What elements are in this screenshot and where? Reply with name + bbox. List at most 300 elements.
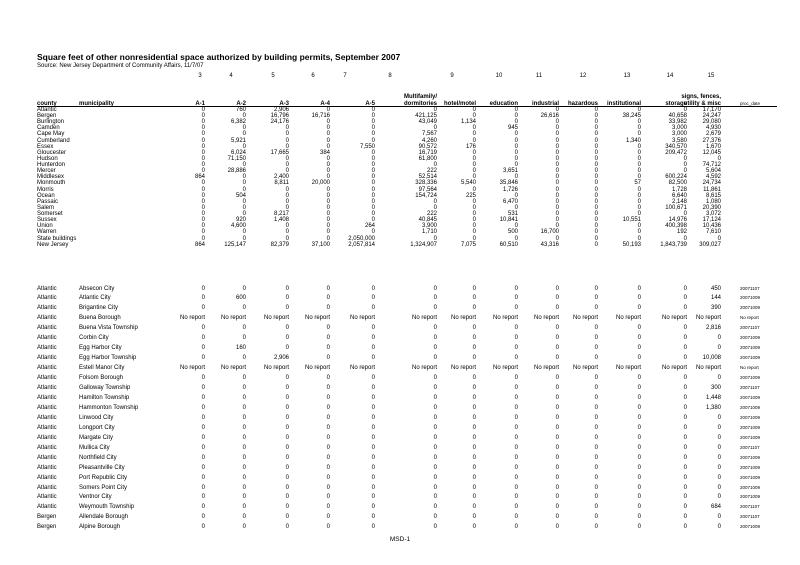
value-cell: 61,800 [418,155,437,162]
value-cell: 0 [637,162,641,169]
value-cell: 0 [472,174,476,181]
value-cell: 0 [555,137,559,144]
county-name: Mercer [37,168,56,175]
value-cell: 0 [594,385,598,391]
municipality-name: Egg Harbor Township [79,355,137,362]
column-number: 10 [495,73,503,79]
header-hotel: hotel/motel [443,100,476,107]
value-cell: 97,564 [418,186,437,193]
value-cell: 0 [285,186,289,193]
value-cell: 17,170 [702,107,721,113]
value-cell: 0 [555,424,559,431]
value-cell: 7,610 [705,229,721,236]
value-cell: 0 [242,285,246,292]
value-cell: 0 [717,444,721,451]
proc-date-cell: 20071009 [740,335,761,341]
county-name: Middlesex [37,174,65,181]
value-cell: 0 [594,514,598,521]
value-cell: 7,550 [359,143,375,150]
header-municipality: municipality [79,100,115,107]
value-cell: 0 [637,119,641,126]
value-cell: 0 [472,155,476,162]
value-cell: 0 [433,524,437,531]
value-cell: 0 [514,524,518,531]
value-cell: 0 [683,345,687,352]
value-cell: 0 [637,168,641,175]
value-cell: 33,982 [668,119,687,126]
value-cell: 0 [285,514,289,521]
value-cell: 0 [285,454,289,461]
value-cell: 0 [242,186,246,193]
value-cell: 0 [594,325,598,332]
municipality-name: Somers Point City [79,484,128,491]
value-cell: 0 [472,229,476,236]
value-cell: 0 [371,295,375,302]
value-cell: 0 [637,149,641,156]
value-cell: 0 [683,325,687,332]
county-name: Atlantic [37,325,57,332]
value-cell: 0 [472,168,476,175]
value-cell: 0 [242,113,246,120]
value-cell: 0 [285,345,289,352]
value-cell: 7,075 [460,241,476,248]
value-cell: 160 [235,345,246,352]
value-cell: 0 [555,119,559,126]
value-cell: 90,572 [418,143,437,150]
value-cell: 6,382 [230,119,246,126]
value-cell: 0 [514,235,518,242]
proc-date-cell: 20071107 [740,444,760,450]
value-cell: 3,072 [705,211,721,218]
municipality-name: Longport City [79,424,115,431]
value-cell: 0 [371,285,375,292]
value-cell: 0 [683,424,687,431]
value-cell: 26,616 [540,113,559,120]
value-cell: 0 [433,107,437,113]
value-cell: 0 [594,149,598,156]
value-cell: 0 [717,345,721,352]
value-cell: 0 [594,229,598,236]
value-cell: 0 [326,125,330,132]
value-cell: 0 [637,514,641,521]
value-cell: 0 [285,434,289,441]
value-cell: 0 [371,174,375,181]
value-cell: 0 [285,394,289,401]
county-name: Atlantic [37,484,57,491]
value-cell: 0 [371,305,375,312]
value-cell: 0 [637,394,641,401]
value-cell: 0 [594,404,598,411]
county-name: Hunterdon [37,162,66,169]
value-cell: 0 [242,474,246,481]
value-cell: 0 [472,385,476,391]
value-cell: 0 [201,464,205,471]
proc-date-cell: 20071009 [740,295,761,301]
value-cell: 35,846 [499,180,518,187]
value-cell: 0 [285,162,289,169]
value-cell: 0 [594,494,598,501]
municipality-name: Buena Borough [79,315,121,322]
value-cell: 0 [637,305,641,312]
proc-date-cell: 20071107 [740,385,760,390]
value-cell: 0 [555,211,559,218]
value-cell: 0 [433,125,437,132]
value-cell: 0 [326,217,330,224]
value-cell: No report [533,315,559,322]
header-signs-line1: signs, fences, [681,94,721,100]
value-cell: 0 [683,394,687,401]
value-cell: 0 [637,229,641,236]
value-cell: No report [492,365,518,372]
value-cell: 0 [201,434,205,441]
value-cell: 0 [242,174,246,181]
county-name: Passaic [37,198,59,205]
value-cell: 57 [634,180,641,187]
header-a5: A-5 [365,100,375,107]
county-name: Union [37,223,53,230]
value-cell: 0 [201,414,205,421]
county-name: Atlantic [37,414,57,421]
column-number: 11 [535,73,543,79]
county-name: Atlantic [37,107,57,113]
value-cell: 28,886 [227,168,246,175]
value-cell: 0 [285,235,289,242]
value-cell: 0 [637,414,641,421]
value-cell: No report [695,365,721,372]
value-cell: 0 [555,514,559,521]
column-number-row [0,73,800,81]
proc-date-cell: 20071009 [740,414,761,420]
value-cell: 0 [472,285,476,292]
value-cell: 0 [326,345,330,352]
value-cell: 0 [594,345,598,352]
value-cell: 4,592 [705,174,721,181]
value-cell: 71,150 [227,155,246,162]
header-storage: storage [665,100,687,107]
value-cell: 6,640 [671,192,687,199]
value-cell: 0 [326,424,330,431]
value-cell: 10,436 [702,223,721,230]
value-cell: 0 [433,325,437,332]
value-cell: 0 [683,454,687,461]
value-cell: 0 [285,484,289,491]
value-cell: 0 [683,494,687,501]
value-cell: 0 [201,524,205,531]
value-cell: 222 [426,211,437,218]
value-cell: 0 [683,285,687,292]
value-cell: 0 [326,494,330,501]
value-cell: 0 [472,514,476,521]
value-cell: 144 [710,295,721,302]
value-cell: 0 [371,131,375,138]
value-cell: 100,671 [665,204,687,211]
county-name: Atlantic [37,444,57,451]
value-cell: 0 [371,474,375,481]
value-cell: 0 [285,414,289,421]
value-cell: 0 [285,285,289,292]
value-cell: 0 [433,162,437,169]
value-cell: 0 [326,444,330,451]
municipality-name: Hammonton Township [79,404,139,411]
proc-date-cell: 20071009 [740,305,761,311]
value-cell: 24,247 [702,113,721,120]
municipality-name: Mullica City [79,444,110,451]
municipality-name: Corbin City [79,335,109,342]
value-cell: 0 [472,295,476,302]
value-cell: 0 [242,355,246,362]
value-cell: 0 [555,235,559,242]
value-cell: 0 [371,434,375,441]
value-cell: 0 [201,325,205,332]
value-cell: 0 [594,223,598,230]
value-cell: 0 [683,444,687,451]
value-cell: 0 [514,454,518,461]
value-cell: 0 [242,444,246,451]
value-cell: 82,500 [668,180,687,187]
header-multifamily-line2: dormitories [403,100,437,107]
county-name: Atlantic [37,404,57,411]
value-cell: 0 [637,454,641,461]
value-cell: 0 [242,325,246,332]
county-name: Bergen [37,514,57,521]
value-cell: 0 [555,494,559,501]
value-cell: 0 [472,125,476,132]
value-cell: 0 [326,504,330,511]
value-cell: 0 [637,355,641,362]
value-cell: 0 [371,113,375,120]
value-cell: No report [220,365,246,372]
value-cell: 0 [472,355,476,362]
value-cell: 0 [637,504,641,511]
value-cell: 0 [555,394,559,401]
value-cell: No report [304,315,330,322]
value-cell: 0 [514,335,518,342]
proc-date-cell: 20071009 [740,474,761,480]
value-cell: 0 [371,514,375,521]
value-cell: 0 [514,149,518,156]
value-cell: 0 [201,335,205,342]
value-cell: 0 [472,335,476,342]
value-cell: 0 [371,355,375,362]
value-cell: 0 [201,192,205,199]
value-cell: 0 [514,434,518,441]
value-cell: 0 [514,424,518,431]
value-cell: 0 [514,285,518,292]
value-cell: 0 [371,168,375,175]
value-cell: 5,604 [705,168,721,175]
value-cell: 0 [201,229,205,236]
value-cell: 0 [514,119,518,126]
value-cell: No report [263,315,289,322]
value-cell: 0 [594,444,598,451]
value-cell: 0 [326,155,330,162]
value-cell: 0 [242,394,246,401]
value-cell: 0 [717,454,721,461]
value-cell: 0 [637,464,641,471]
value-cell: No report [411,365,437,372]
value-cell: 0 [514,113,518,120]
value-cell: 0 [371,424,375,431]
municipality-name: Galloway Township [79,385,131,391]
value-cell: 0 [201,474,205,481]
value-cell: 0 [514,305,518,312]
proc-date-cell: 20071009 [740,394,761,400]
value-cell: 0 [683,504,687,511]
value-cell: 17,665 [270,149,289,156]
value-cell: 0 [555,186,559,193]
value-cell: 0 [637,204,641,211]
value-cell: 0 [514,204,518,211]
column-number: 14 [666,73,674,79]
value-cell: 0 [594,137,598,144]
value-cell: 3,580 [671,137,687,144]
column-number: 15 [707,73,715,79]
value-cell: 0 [594,119,598,126]
value-cell: 0 [285,464,289,471]
value-cell: 0 [514,464,518,471]
value-cell: 0 [717,484,721,491]
value-cell: 0 [371,217,375,224]
value-cell: 0 [472,186,476,193]
value-cell: 0 [285,385,289,391]
header-multifamily-line1: Multifamily/ [403,94,437,100]
value-cell: No report [411,315,437,322]
value-cell: 0 [717,375,721,382]
value-cell: 0 [594,125,598,132]
county-name: Atlantic [37,385,57,391]
header-a4: A-4 [320,100,330,107]
value-cell: No report [492,315,518,322]
municipality-name: Weymouth Township [79,504,135,511]
value-cell: 0 [555,155,559,162]
value-cell: 8,217 [273,211,289,218]
value-cell: 0 [717,494,721,501]
county-name: Gloucester [37,149,67,156]
value-cell: 0 [637,125,641,132]
county-name: Atlantic [37,295,57,302]
value-cell: 0 [594,434,598,441]
value-cell: 0 [683,107,687,113]
value-cell: 0 [514,355,518,362]
value-cell: 0 [514,444,518,451]
value-cell: 0 [326,295,330,302]
value-cell: 27,376 [702,137,721,144]
value-cell: 0 [371,375,375,382]
municipality-name: Atlantic City [79,295,111,302]
proc-date-cell: 20071009 [740,524,761,530]
value-cell: 0 [594,285,598,292]
value-cell: 864 [194,174,205,181]
value-cell: 16,700 [540,229,559,236]
value-cell: 0 [433,474,437,481]
report-title: Square feet of other nonresidential space authorized by building permits, September 2007 [37,52,401,62]
value-cell: 0 [472,131,476,138]
value-cell: 0 [285,335,289,342]
value-cell: 0 [472,325,476,332]
value-cell: 0 [594,155,598,162]
value-cell: 0 [371,325,375,332]
value-cell: 0 [594,504,598,511]
value-cell: 52,514 [418,174,437,181]
value-cell: 0 [433,204,437,211]
value-cell: 0 [285,131,289,138]
value-cell: 37,100 [311,241,330,248]
source-note: Source: New Jersey Department of Community Affairs, 11/7/07 [37,63,204,69]
value-cell: 0 [637,235,641,242]
value-cell: 82,379 [270,241,289,248]
value-cell: 12,045 [702,149,721,156]
value-cell: 10,551 [622,217,641,224]
value-cell: 0 [514,174,518,181]
value-cell: 0 [326,524,330,531]
value-cell: 0 [637,335,641,342]
municipality-name: Pleasantville City [79,464,125,471]
value-cell: 0 [433,345,437,352]
county-name: Bergen [37,524,57,531]
value-cell: 0 [472,424,476,431]
value-cell: 0 [242,464,246,471]
value-cell: 0 [242,235,246,242]
proc-date-cell: 20071009 [740,375,761,381]
value-cell: 0 [472,414,476,421]
value-cell: 4,260 [421,137,437,144]
value-cell: 0 [472,454,476,461]
value-cell: 0 [326,385,330,391]
value-cell: 0 [433,404,437,411]
value-cell: 0 [555,444,559,451]
value-cell: 0 [514,155,518,162]
value-cell: 0 [326,414,330,421]
value-cell: 0 [285,375,289,382]
value-cell: 0 [472,464,476,471]
value-cell: 0 [201,217,205,224]
value-cell: 0 [472,211,476,218]
value-cell: 0 [326,174,330,181]
value-cell: 125,147 [224,241,246,248]
value-cell: 0 [683,404,687,411]
proc-date-cell: No report [740,365,759,371]
value-cell: 0 [433,295,437,302]
value-cell: 0 [555,464,559,471]
municipality-name: Margate City [79,434,114,441]
value-cell: 0 [285,204,289,211]
value-cell: 154,724 [415,192,437,199]
county-name: Atlantic [37,375,57,382]
value-cell: 0 [514,484,518,491]
value-cell: 0 [594,198,598,205]
value-cell: 7,567 [421,131,437,138]
value-cell: 0 [285,424,289,431]
value-cell: 945 [507,125,518,132]
value-cell: 20,000 [311,180,330,187]
value-cell: 0 [242,180,246,187]
value-cell: 0 [371,404,375,411]
value-cell: 176 [465,143,476,150]
value-cell: 0 [285,143,289,150]
value-cell: 0 [201,504,205,511]
value-cell: 0 [637,285,641,292]
value-cell: 3,000 [671,125,687,132]
value-cell: 0 [594,454,598,461]
value-cell: 0 [371,464,375,471]
value-cell: 0 [555,454,559,461]
proc-date-cell: 20071009 [740,404,761,410]
value-cell: 0 [514,504,518,511]
value-cell: 0 [555,414,559,421]
value-cell: 0 [472,434,476,441]
value-cell: 0 [371,155,375,162]
proc-date-cell: 20071107 [740,504,760,510]
